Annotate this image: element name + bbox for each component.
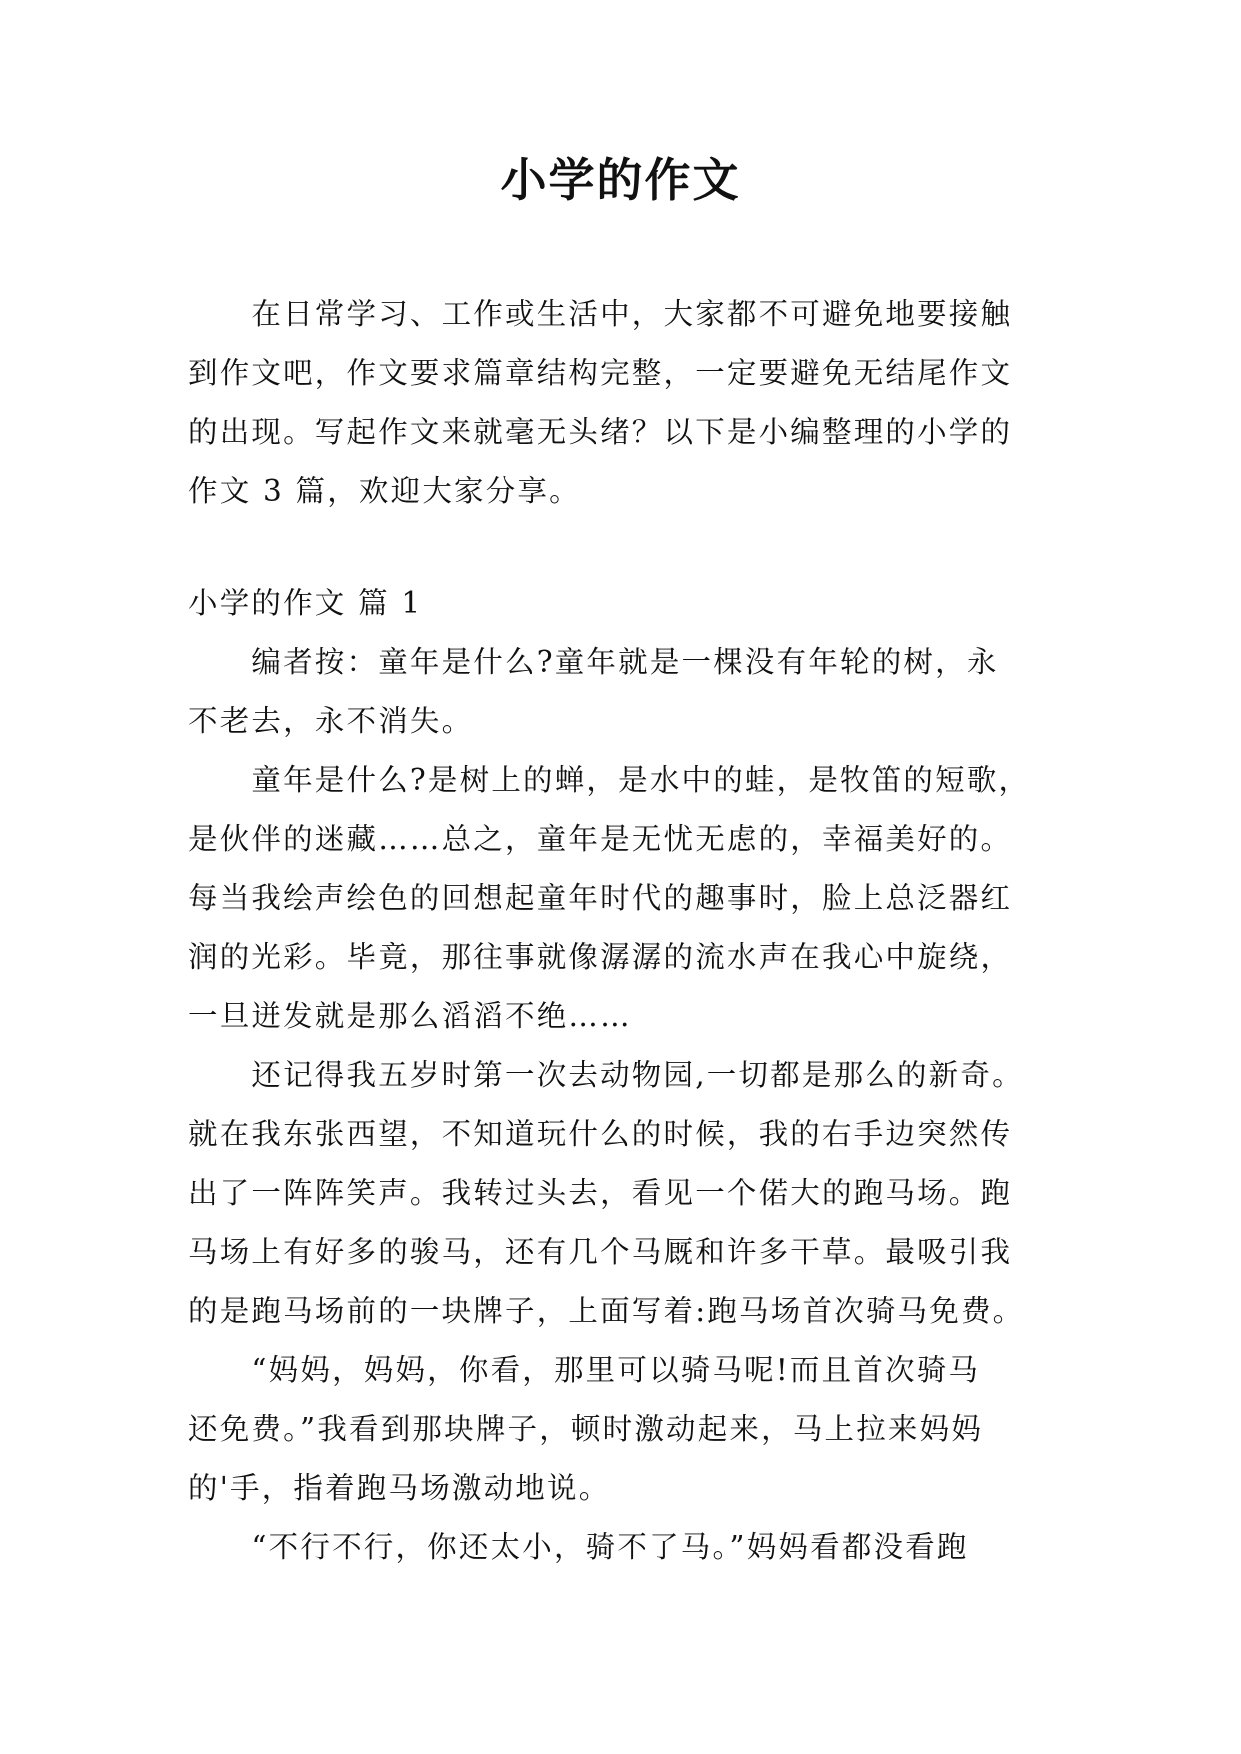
- paragraph-line: 作文 3 篇，欢迎大家分享。: [188, 474, 581, 508]
- paragraph-line: 每当我绘声绘色的回想起童年时代的趣事时，脸上总泛器红: [188, 881, 1013, 915]
- document-body: [188, 285, 1058, 1577]
- paragraph-line: 不老去，永不消失。: [188, 704, 474, 738]
- paragraph-line: 的是跑马场前的一块牌子，上面写着:跑马场首次骑马免费。: [188, 1294, 1025, 1328]
- paragraph-line: 的'手，指着跑马场激动地说。: [188, 1471, 611, 1505]
- paragraph-line: “不行不行，你还太小，骑不了马。”妈妈看都没看跑: [188, 1530, 969, 1564]
- paragraph-line: 就在我东张西望，不知道玩什么的时候，我的右手边突然传: [188, 1117, 1013, 1151]
- paragraph-line: 的出现。写起作文来就毫无头绪？以下是小编整理的小学的: [188, 415, 1013, 449]
- paragraph-line: 一旦迸发就是那么滔滔不绝……: [188, 999, 632, 1033]
- paragraph-line: 润的光彩。毕竟，那往事就像潺潺的流水声在我心中旋绕，: [188, 940, 1013, 974]
- document-title: 小学的作文: [500, 153, 741, 207]
- section-spacer: [188, 521, 1058, 574]
- section-heading: 小学的作文 篇 1: [188, 586, 423, 620]
- paragraph-line: 马场上有好多的骏马，还有几个马厩和许多干草。最吸引我: [188, 1235, 1013, 1269]
- paragraph-line: 是伙伴的迷藏……总之，童年是无忧无虑的，幸福美好的。: [188, 822, 1013, 856]
- paragraph-line: “妈妈，妈妈，你看，那里可以骑马呢!而且首次骑马: [188, 1353, 981, 1387]
- paragraph-line: 到作文吧，作文要求篇章结构完整，一定要避免无结尾作文: [188, 356, 1013, 390]
- paragraph-line: 童年是什么?是树上的蝉，是水中的蛙，是牧笛的短歌，: [188, 763, 1031, 797]
- paragraph-line: 还记得我五岁时第一次去动物园,一切都是那么的新奇。: [188, 1058, 1024, 1092]
- paragraph-line: 出了一阵阵笑声。我转过头去，看见一个偌大的跑马场。跑: [188, 1176, 1013, 1210]
- paragraph-line: 还免费。”我看到那块牌子，顿时激动起来，马上拉来妈妈: [188, 1412, 984, 1446]
- paragraph-line: 在日常学习、工作或生活中，大家都不可避免地要接触: [188, 297, 1013, 331]
- paragraph-line: 编者按：童年是什么?童年就是一棵没有年轮的树，永: [188, 645, 999, 679]
